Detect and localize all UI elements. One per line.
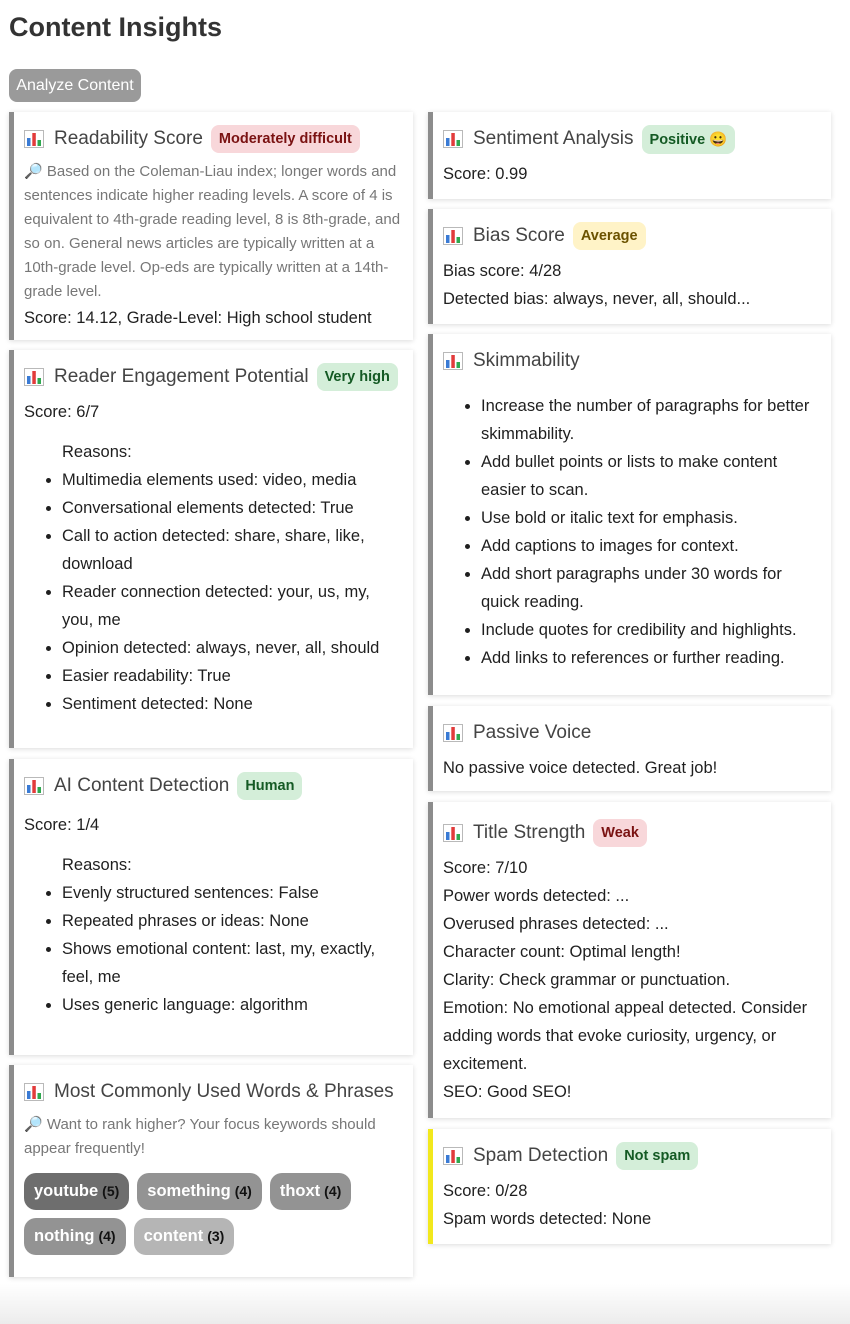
- card-title: Most Commonly Used Words & Phrases: [54, 1081, 394, 1102]
- power-words: Power words detected: ...: [443, 887, 630, 905]
- passive-message: No passive voice detected. Great job!: [443, 759, 718, 777]
- description-text: Based on the Coleman-Liau index; longer words and sentences indicate higher reading levels. A score of 4 is equivalent to 4th-grade reading level, 8 is 8th-grade, and so on. General news articles are typically written at a 10th-grade level. Op-eds are typically written at a 14th-grade level.: [24, 163, 401, 300]
- bar-chart-icon: [24, 777, 44, 795]
- bias-card: [428, 209, 831, 324]
- bar-chart-icon: [443, 824, 463, 842]
- card-title: Passive Voice: [473, 722, 592, 743]
- overused-phrases: Overused phrases detected: ...: [443, 915, 669, 933]
- list-item: • Add captions to images for context.: [481, 532, 821, 560]
- list-item: • Evenly structured sentences: False: [62, 879, 403, 907]
- readability-description: [24, 160, 403, 304]
- list-item: • Add bullet points or lists to make content easier to scan.: [481, 448, 821, 504]
- list-item: • Easier readability: True: [62, 662, 403, 690]
- chip-word: something: [147, 1182, 231, 1200]
- sentiment-card: [428, 112, 831, 199]
- list-item: • Conversational elements detected: True: [62, 494, 403, 522]
- bar-chart-icon: [443, 724, 463, 742]
- bar-chart-icon: [443, 130, 463, 148]
- skimmability-tips: [443, 392, 821, 672]
- engagement-reasons: [24, 466, 403, 718]
- status-badge: Human: [237, 772, 302, 800]
- list-item: • Call to action detected: share, share, like, download: [62, 522, 403, 578]
- keyword-chips: [24, 1173, 403, 1255]
- ai-detection-card: [9, 759, 413, 1055]
- chip-word: content: [143, 1227, 204, 1245]
- common-words-hint: [24, 1113, 403, 1161]
- skimmability-card: [428, 334, 831, 695]
- status-badge: Average: [573, 222, 646, 250]
- spam-words: Spam words detected: None: [443, 1210, 652, 1228]
- seo: SEO: Good SEO!: [443, 1083, 572, 1101]
- reasons-label: Reasons:: [62, 443, 132, 461]
- list-item: • Opinion detected: always, never, all, should: [62, 634, 403, 662]
- bar-chart-icon: [443, 1147, 463, 1165]
- readability-card: [9, 112, 413, 340]
- bar-chart-icon: [443, 352, 463, 370]
- card-title: Readability Score: [54, 128, 203, 149]
- card-title: Skimmability: [473, 350, 580, 371]
- chip-count: (4): [324, 1183, 342, 1199]
- card-title: Reader Engagement Potential: [54, 366, 309, 387]
- list-item: • Uses generic language: algorithm: [62, 991, 403, 1019]
- spam-score: Score: 0/28: [443, 1182, 528, 1200]
- page-title: Content Insights: [9, 12, 222, 42]
- list-item: • Increase the number of paragraphs for better skimmability.: [481, 392, 821, 448]
- chip-count: (4): [234, 1183, 252, 1199]
- status-badge: Weak: [593, 819, 647, 847]
- magnifier-icon: 🔎: [24, 1116, 43, 1133]
- ai-reasons: [24, 879, 403, 1019]
- spam-detection-card: [428, 1129, 831, 1244]
- list-item: • Use bold or italic text for emphasis.: [481, 504, 821, 532]
- character-count: Character count: Optimal length!: [443, 943, 681, 961]
- list-item: • Include quotes for credibility and highlights.: [481, 616, 821, 644]
- engagement-score: Score: 6/7: [24, 403, 100, 421]
- engagement-card: [9, 350, 413, 748]
- ai-score: Score: 1/4: [24, 816, 100, 834]
- list-item: • Add links to references or further reading.: [481, 644, 821, 672]
- keyword-chip[interactable]: [270, 1173, 351, 1210]
- chip-count: (5): [102, 1183, 120, 1199]
- card-title: Title Strength: [473, 822, 586, 843]
- keyword-chip[interactable]: [134, 1218, 235, 1255]
- status-badge: Not spam: [616, 1142, 698, 1170]
- list-item: • Reader connection detected: your, us, my, you, me: [62, 578, 403, 634]
- passive-voice-card: [428, 706, 831, 791]
- card-title: Spam Detection: [473, 1145, 609, 1166]
- keyword-chip[interactable]: [24, 1218, 126, 1255]
- bar-chart-icon: [24, 1083, 44, 1101]
- list-item: • Shows emotional content: last, my, exactly, feel, me: [62, 935, 403, 991]
- emotion: Emotion: No emotional appeal detected. Consider adding words that evoke curiosity, urgency, or excitement.: [443, 999, 808, 1073]
- analyze-content-button[interactable]: Analyze Content: [9, 69, 141, 102]
- bias-score: Bias score: 4/28: [443, 262, 562, 280]
- chip-word: youtube: [34, 1182, 99, 1200]
- bar-chart-icon: [24, 130, 44, 148]
- chip-word: nothing: [34, 1227, 95, 1245]
- bias-detected: Detected bias: always, never, all, should...: [443, 290, 751, 308]
- keyword-chip[interactable]: [24, 1173, 129, 1210]
- title-score: Score: 7/10: [443, 859, 528, 877]
- status-badge: Positive 😀: [642, 125, 736, 154]
- magnifier-icon: 🔎: [24, 163, 43, 180]
- list-item: • Repeated phrases or ideas: None: [62, 907, 403, 935]
- bar-chart-icon: [443, 227, 463, 245]
- card-title: AI Content Detection: [54, 775, 230, 796]
- readability-score: Score: 14.12, Grade-Level: High school student: [24, 309, 372, 327]
- reasons-label: Reasons:: [62, 856, 132, 874]
- list-item: • Add short paragraphs under 30 words for quick reading.: [481, 560, 821, 616]
- hint-text: Want to rank higher? Your focus keywords should appear frequently!: [24, 1116, 376, 1157]
- status-badge: Moderately difficult: [211, 125, 360, 153]
- status-badge: Very high: [317, 363, 398, 391]
- clarity: Clarity: Check grammar or punctuation.: [443, 971, 731, 989]
- list-item: • Sentiment detected: None: [62, 690, 403, 718]
- card-title: Sentiment Analysis: [473, 128, 634, 149]
- chip-count: (4): [98, 1228, 116, 1244]
- title-strength-card: [428, 802, 831, 1118]
- common-words-card: [9, 1065, 413, 1277]
- chip-word: thoxt: [279, 1182, 321, 1200]
- card-title: Bias Score: [473, 225, 565, 246]
- bottom-fade: [0, 1284, 850, 1324]
- list-item: • Multimedia elements used: video, media: [62, 466, 403, 494]
- bar-chart-icon: [24, 368, 44, 386]
- sentiment-score: Score: 0.99: [443, 165, 528, 183]
- keyword-chip[interactable]: [137, 1173, 262, 1210]
- chip-count: (3): [207, 1228, 225, 1244]
